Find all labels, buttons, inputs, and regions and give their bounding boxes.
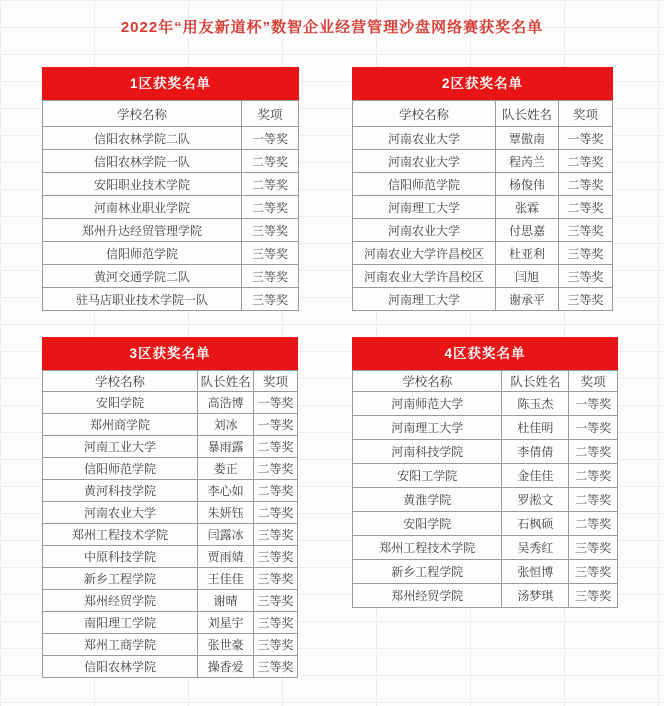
captain-cell: 罗淞文 — [502, 488, 569, 512]
award-cell: 三等奖 — [241, 288, 298, 311]
zone2-award-table — [352, 67, 613, 311]
award-cell: 三等奖 — [558, 288, 612, 311]
zone4-award-table — [352, 337, 618, 608]
header-row — [353, 101, 613, 127]
table-row — [353, 536, 618, 560]
zone1-grid — [42, 100, 299, 311]
zone4-banner: 4区获奖名单 — [352, 337, 618, 370]
award-cell: 三等奖 — [569, 560, 618, 584]
award-cell: 三等奖 — [254, 568, 298, 590]
school-cell: 河南理工大学 — [353, 196, 496, 219]
school-cell: 郑州工程技术学院 — [43, 524, 198, 546]
school-cell: 河南农业大学 — [43, 502, 198, 524]
zone3-banner: 3区获奖名单 — [42, 337, 298, 370]
award-cell: 三等奖 — [558, 219, 612, 242]
header-row — [353, 371, 618, 392]
school-cell: 郑州经贸学院 — [353, 584, 502, 608]
table-row — [43, 150, 299, 173]
captain-cell: 谢晴 — [198, 590, 254, 612]
award-cell: 二等奖 — [569, 464, 618, 488]
zone2-grid — [352, 100, 613, 311]
captain-cell: 吴秀红 — [502, 536, 569, 560]
school-cell: 信阳师范学院 — [43, 458, 198, 480]
table-row — [353, 288, 613, 311]
award-cell: 一等奖 — [254, 392, 298, 414]
school-cell: 黄淮学院 — [353, 488, 502, 512]
column-header: 学校名称 — [353, 101, 496, 127]
table-row — [353, 488, 618, 512]
table-row — [353, 127, 613, 150]
table-row — [43, 414, 298, 436]
header-row — [43, 101, 299, 127]
zone2-banner: 2区获奖名单 — [352, 67, 613, 100]
school-cell: 郑州经贸学院 — [43, 590, 198, 612]
table-row — [43, 265, 299, 288]
captain-cell: 金佳佳 — [502, 464, 569, 488]
captain-cell: 石枫硕 — [502, 512, 569, 536]
table-row — [353, 560, 618, 584]
school-cell: 郑州商学院 — [43, 414, 198, 436]
table-row — [353, 416, 618, 440]
award-cell: 二等奖 — [254, 502, 298, 524]
school-cell: 河南科技学院 — [353, 440, 502, 464]
captain-cell: 张恒博 — [502, 560, 569, 584]
award-cell: 二等奖 — [558, 150, 612, 173]
school-cell: 黄河交通学院二队 — [43, 265, 242, 288]
zone3-award-table — [42, 337, 298, 678]
column-header: 奖项 — [569, 371, 618, 392]
table-row — [43, 458, 298, 480]
school-cell: 信阳农林学院一队 — [43, 150, 242, 173]
award-cell: 三等奖 — [254, 590, 298, 612]
school-cell: 河南农业大学 — [353, 150, 496, 173]
award-cell: 二等奖 — [569, 512, 618, 536]
award-cell: 一等奖 — [569, 416, 618, 440]
column-header: 队长姓名 — [502, 371, 569, 392]
column-header: 学校名称 — [43, 371, 198, 392]
school-cell: 驻马店职业技术学院一队 — [43, 288, 242, 311]
table-row — [353, 392, 618, 416]
school-cell: 河南农业大学 — [353, 127, 496, 150]
school-cell: 南阳理工学院 — [43, 612, 198, 634]
award-cell: 二等奖 — [558, 173, 612, 196]
school-cell: 河南农业大学 — [353, 219, 496, 242]
award-cell: 二等奖 — [254, 436, 298, 458]
table-row — [43, 173, 299, 196]
school-cell: 郑州工程技术学院 — [353, 536, 502, 560]
captain-cell: 谢承平 — [496, 288, 559, 311]
captain-cell: 程芮兰 — [496, 150, 559, 173]
school-cell: 安阳职业技术学院 — [43, 173, 242, 196]
award-cell: 三等奖 — [558, 242, 612, 265]
award-cell: 三等奖 — [254, 524, 298, 546]
school-cell: 河南农业大学许昌校区 — [353, 265, 496, 288]
school-cell: 安阳学院 — [353, 512, 502, 536]
table-row — [353, 512, 618, 536]
table-row — [43, 656, 298, 678]
award-cell: 二等奖 — [254, 480, 298, 502]
page-title: 2022年“用友新道杯”数智企业经营管理沙盘网络赛获奖名单 — [120, 19, 544, 36]
table-row — [353, 173, 613, 196]
award-cell: 一等奖 — [569, 392, 618, 416]
table-row — [43, 612, 298, 634]
captain-cell: 暴雨露 — [198, 436, 254, 458]
table-row — [43, 568, 298, 590]
captain-cell: 操香爱 — [198, 656, 254, 678]
school-cell: 河南林业职业学院 — [43, 196, 242, 219]
table-row — [353, 242, 613, 265]
award-cell: 三等奖 — [241, 219, 298, 242]
school-cell: 新乡工程学院 — [43, 568, 198, 590]
award-cell: 三等奖 — [254, 634, 298, 656]
award-cell: 一等奖 — [254, 414, 298, 436]
award-cell: 三等奖 — [254, 612, 298, 634]
captain-cell: 贾雨婧 — [198, 546, 254, 568]
table-row — [353, 584, 618, 608]
table-row — [353, 464, 618, 488]
captain-cell: 李倩倩 — [502, 440, 569, 464]
table-row — [43, 502, 298, 524]
school-cell: 河南农业大学许昌校区 — [353, 242, 496, 265]
award-cell: 二等奖 — [241, 150, 298, 173]
captain-cell: 刘星宇 — [198, 612, 254, 634]
award-cell: 三等奖 — [254, 656, 298, 678]
school-cell: 新乡工程学院 — [353, 560, 502, 584]
school-cell: 安阳学院 — [43, 392, 198, 414]
captain-cell: 杜佳明 — [502, 416, 569, 440]
table-row — [43, 590, 298, 612]
school-cell: 信阳农林学院二队 — [43, 127, 242, 150]
column-header: 学校名称 — [353, 371, 502, 392]
captain-cell: 高浩博 — [198, 392, 254, 414]
captain-cell: 刘冰 — [198, 414, 254, 436]
school-cell: 信阳师范学院 — [43, 242, 242, 265]
captain-cell: 付思嘉 — [496, 219, 559, 242]
table-row — [43, 196, 299, 219]
captain-cell: 李心如 — [198, 480, 254, 502]
school-cell: 中原科技学院 — [43, 546, 198, 568]
column-header: 学校名称 — [43, 101, 242, 127]
school-cell: 郑州工商学院 — [43, 634, 198, 656]
captain-cell: 杨俊伟 — [496, 173, 559, 196]
award-cell: 三等奖 — [241, 265, 298, 288]
zone4-grid — [352, 370, 618, 608]
table-row — [353, 440, 618, 464]
award-cell: 一等奖 — [241, 127, 298, 150]
captain-cell: 娄正 — [198, 458, 254, 480]
award-cell: 二等奖 — [241, 196, 298, 219]
captain-cell: 闫露冰 — [198, 524, 254, 546]
school-cell: 河南师范大学 — [353, 392, 502, 416]
award-cell: 一等奖 — [558, 127, 612, 150]
captain-cell: 汤梦琪 — [502, 584, 569, 608]
captain-cell: 闫旭 — [496, 265, 559, 288]
award-cell: 三等奖 — [558, 265, 612, 288]
table-row — [43, 219, 299, 242]
captain-cell: 杜亚利 — [496, 242, 559, 265]
award-cell: 二等奖 — [558, 196, 612, 219]
award-cell: 二等奖 — [569, 440, 618, 464]
school-cell: 黄河科技学院 — [43, 480, 198, 502]
table-row — [43, 436, 298, 458]
school-cell: 河南工业大学 — [43, 436, 198, 458]
school-cell: 信阳师范学院 — [353, 173, 496, 196]
school-cell: 河南理工大学 — [353, 288, 496, 311]
column-header: 队长姓名 — [496, 101, 559, 127]
award-cell: 三等奖 — [569, 584, 618, 608]
zone1-banner: 1区获奖名单 — [42, 67, 299, 100]
table-row — [43, 546, 298, 568]
award-cell: 二等奖 — [254, 458, 298, 480]
award-cell: 三等奖 — [254, 546, 298, 568]
school-cell: 郑州升达经贸管理学院 — [43, 219, 242, 242]
table-row — [43, 288, 299, 311]
zone3-grid — [42, 370, 298, 678]
table-row — [43, 634, 298, 656]
captain-cell: 张霖 — [496, 196, 559, 219]
school-cell: 安阳工学院 — [353, 464, 502, 488]
table-row — [43, 392, 298, 414]
award-cell: 三等奖 — [569, 536, 618, 560]
captain-cell: 王佳佳 — [198, 568, 254, 590]
captain-cell: 陈玉杰 — [502, 392, 569, 416]
table-row — [353, 150, 613, 173]
table-row — [43, 242, 299, 265]
captain-cell: 张世豪 — [198, 634, 254, 656]
table-row — [43, 524, 298, 546]
award-cell: 二等奖 — [241, 173, 298, 196]
school-cell: 信阳农林学院 — [43, 656, 198, 678]
captain-cell: 覃傲南 — [496, 127, 559, 150]
table-row — [43, 480, 298, 502]
table-row — [43, 127, 299, 150]
award-cell: 二等奖 — [569, 488, 618, 512]
column-header: 奖项 — [558, 101, 612, 127]
table-row — [353, 196, 613, 219]
captain-cell: 朱妍钰 — [198, 502, 254, 524]
zone1-award-table — [42, 67, 299, 311]
table-row — [353, 265, 613, 288]
table-row — [353, 219, 613, 242]
award-cell: 三等奖 — [241, 242, 298, 265]
school-cell: 河南理工大学 — [353, 416, 502, 440]
column-header: 奖项 — [241, 101, 298, 127]
column-header: 奖项 — [254, 371, 298, 392]
column-header: 队长姓名 — [198, 371, 254, 392]
header-row — [43, 371, 298, 392]
